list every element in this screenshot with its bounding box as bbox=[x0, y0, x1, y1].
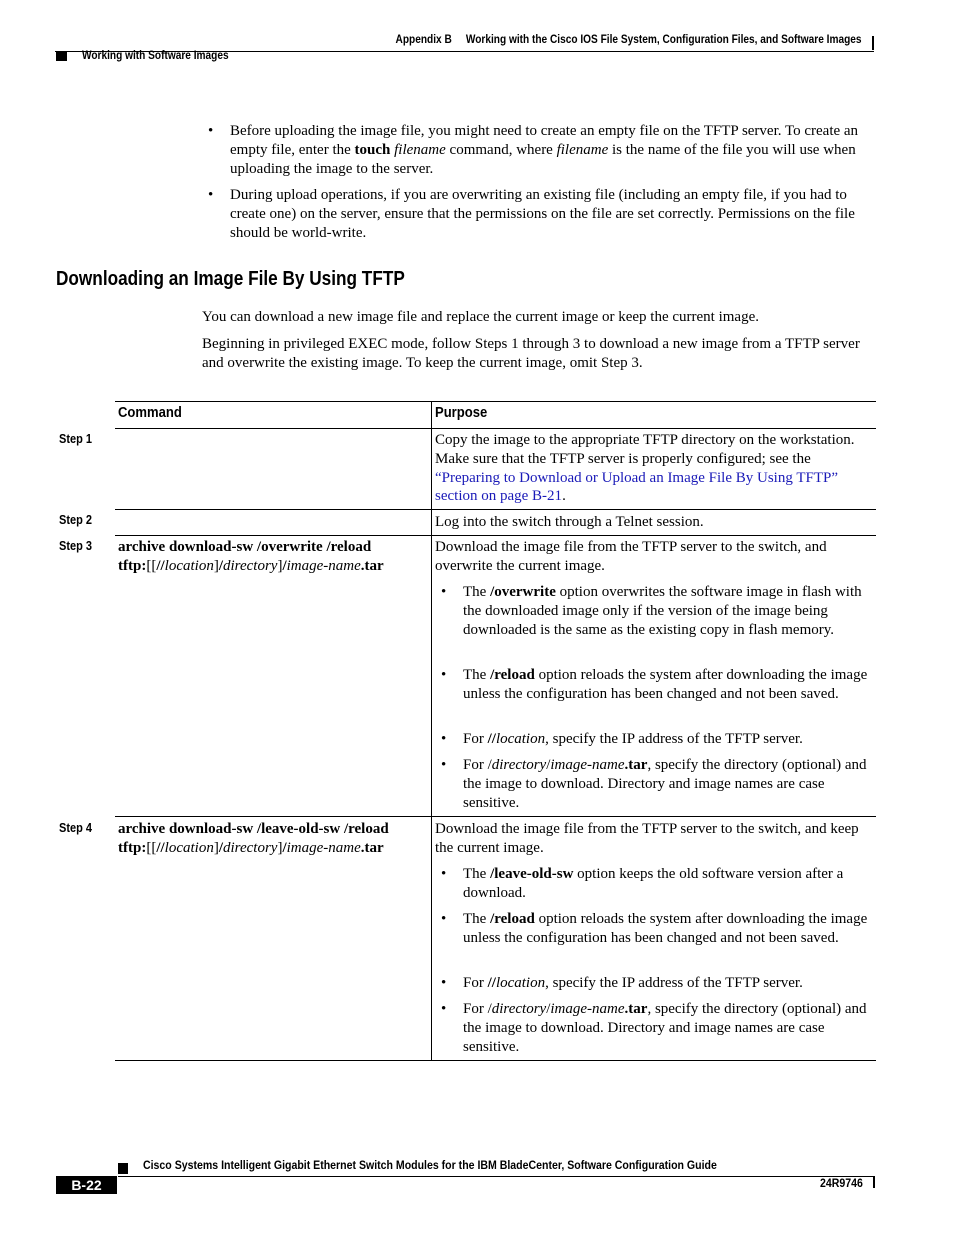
table-rule bbox=[115, 401, 876, 402]
table-column-divider bbox=[431, 401, 432, 1061]
purpose-bullet: • The /overwrite option overwrites the software image in flash with the downloaded image only if the version of the image being downloaded is the same as the existing copy in flash memory. bbox=[463, 583, 875, 639]
footer-rule bbox=[118, 1176, 875, 1177]
purpose-bullet: • For //location, specify the IP address of the TFTP server. bbox=[463, 730, 875, 749]
footer-bar bbox=[873, 1176, 875, 1188]
table-rule bbox=[115, 816, 876, 817]
appendix-label: Appendix B bbox=[396, 34, 453, 46]
command-cell: archive download-sw /overwrite /reload tftp:[[//location]/directory]/image-name.tar bbox=[118, 539, 384, 574]
purpose-bullet: • For /directory/image-name.tar, specify the directory (optional) and the image to download. Directory and image names are case sensitive. bbox=[463, 756, 875, 812]
section-heading: Downloading an Image File By Using TFTP bbox=[56, 268, 405, 290]
table-rule bbox=[115, 509, 876, 510]
purpose-bullet: • For /directory/image-name.tar, specify the directory (optional) and the image to download. Directory and image names are case sensitive. bbox=[463, 1000, 875, 1056]
footer-marker bbox=[118, 1163, 128, 1174]
paragraph: Beginning in privileged EXEC mode, follow Steps 1 through 3 to download a new image from a TFTP server and overwrite the existing image. To keep the current image, omit Step 3. bbox=[202, 336, 860, 371]
column-header-command: Command bbox=[118, 405, 182, 421]
step-label: Step 4 bbox=[59, 821, 93, 835]
intro-bullet-2: • During upload operations, if you are overwriting an existing file (including an empty file, if you had to create one) on the server, ensure that the permissions on the file are set correctly. Permissions on the file should be world-write. bbox=[230, 186, 875, 242]
step-label: Step 1 bbox=[59, 432, 93, 446]
intro-bullet-1: • Before uploading the image file, you might need to create an empty file on the TFTP server. To create an empty file, enter the touch filename command, where filename is the name of the file you will use when uploading the image to the server. bbox=[230, 122, 875, 178]
running-header bbox=[396, 34, 862, 46]
cross-reference-link[interactable]: “Preparing to Download or Upload an Image File By Using TFTP” section on page B-21 bbox=[435, 469, 838, 505]
paragraph: You can download a new image file and replace the current image or keep the current image. bbox=[202, 309, 759, 325]
table-rule bbox=[115, 1060, 876, 1061]
chapter-title: Working with the Cisco IOS File System, Configuration Files, and Software Images bbox=[466, 34, 862, 46]
purpose-cell: Copy the image to the appropriate TFTP directory on the workstation. Make sure that the TFTP server is properly configured; see the “Preparing to Download or Upload an Image File By Using TFTP” section on page B-21. bbox=[435, 432, 855, 505]
footer-title: Cisco Systems Intelligent Gigabit Ethernet Switch Modules for the IBM BladeCenter, Software Configuration Guide bbox=[143, 1158, 717, 1172]
section-title: Working with Software Images bbox=[82, 50, 229, 62]
header-bar bbox=[872, 36, 874, 50]
document-number: 24R9746 bbox=[820, 1176, 863, 1190]
purpose-cell: Download the image file from the TFTP server to the switch, and keep the current image. bbox=[435, 821, 859, 856]
table-rule bbox=[115, 428, 876, 429]
purpose-bullet: • For //location, specify the IP address of the TFTP server. bbox=[463, 974, 875, 993]
purpose-bullet: • The /reload option reloads the system after downloading the image unless the configuration has been changed and not been saved. bbox=[463, 910, 875, 948]
command-cell: archive download-sw /leave-old-sw /reload tftp:[[//location]/directory]/image-name.tar bbox=[118, 821, 389, 856]
purpose-bullet: • The /reload option reloads the system after downloading the image unless the configuration has been changed and not been saved. bbox=[463, 666, 875, 704]
purpose-cell: Log into the switch through a Telnet session. bbox=[435, 514, 704, 530]
step-label: Step 2 bbox=[59, 513, 93, 527]
header-marker bbox=[56, 51, 67, 61]
purpose-cell: Download the image file from the TFTP server to the switch, and overwrite the current image. bbox=[435, 539, 827, 574]
purpose-bullet: • The /leave-old-sw option keeps the old software version after a download. bbox=[463, 865, 875, 903]
page-number: B-22 bbox=[56, 1176, 117, 1194]
step-label: Step 3 bbox=[59, 539, 93, 553]
table-rule bbox=[115, 535, 876, 536]
column-header-purpose: Purpose bbox=[435, 405, 488, 421]
